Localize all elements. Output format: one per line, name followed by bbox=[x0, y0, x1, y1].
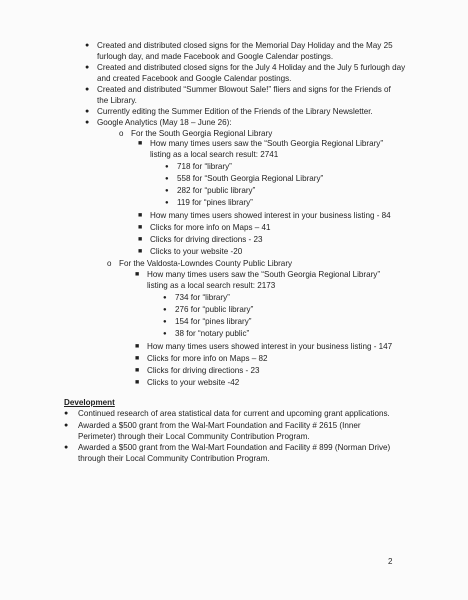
text-line: Awarded a $500 grant from the Wal-Mart Foundation and Facility # 2615 (Inner bbox=[78, 421, 361, 430]
bullet-icon bbox=[165, 186, 169, 196]
text-line: the Library. bbox=[97, 96, 137, 105]
search-term: 718 for “library” bbox=[177, 162, 232, 171]
square-bullet-icon bbox=[138, 223, 142, 233]
square-bullet-icon bbox=[138, 139, 142, 149]
text-line: Currently editing the Summer Edition of the Friends of the Library Newsletter. bbox=[97, 107, 373, 116]
text-line: Continued research of area statistical data for current and upcoming grant applications. bbox=[78, 409, 390, 418]
search-term: 558 for “South Georgia Regional Library” bbox=[177, 174, 324, 183]
text-line: Awarded a $500 grant from the Wal-Mart Foundation and Facility # 899 (Norman Drive) bbox=[78, 443, 391, 452]
search-term: 119 for “pines library” bbox=[177, 198, 253, 207]
bullet-icon bbox=[165, 162, 169, 172]
text-line: Perimeter) through their Local Community Contribution Program. bbox=[78, 432, 310, 441]
bullet-icon bbox=[163, 329, 167, 339]
text-line: Created and distributed “Summer Blowout Sale!” fliers and signs for the Friends of bbox=[97, 85, 391, 94]
subsection-title: For the South Georgia Regional Library bbox=[131, 129, 273, 138]
bullet-icon bbox=[163, 293, 167, 303]
circle-bullet-icon: o bbox=[119, 129, 124, 138]
stat-line: Clicks for more info on Maps – 41 bbox=[150, 223, 271, 232]
search-term: 282 for “public library” bbox=[177, 186, 256, 195]
subsection-title: For the Valdosta-Lowndes County Public Library bbox=[119, 259, 293, 268]
bullet-icon bbox=[85, 85, 89, 95]
text-line: listing as a local search result: 2741 bbox=[150, 150, 279, 159]
bullet-icon bbox=[165, 174, 169, 184]
square-bullet-icon bbox=[135, 354, 139, 364]
search-term: 154 for “pines library” bbox=[175, 317, 252, 326]
text-line: furlough day, and made Facebook and Google Calendar postings. bbox=[97, 52, 334, 61]
page-number: 2 bbox=[388, 557, 393, 566]
text-line: and created Facebook and Google Calendar postings. bbox=[97, 74, 292, 83]
square-bullet-icon bbox=[135, 270, 139, 280]
text-line: How many times users saw the “South Georgia Regional Library” bbox=[150, 139, 384, 148]
stat-line: Clicks to your website -42 bbox=[147, 378, 240, 387]
bullet-icon bbox=[64, 443, 68, 453]
text-line: Google Analytics (May 18 – June 26): bbox=[97, 118, 232, 127]
text-line: Created and distributed closed signs for the Memorial Day Holiday and the May 25 bbox=[97, 41, 393, 50]
stat-line: How many times users showed interest in your business listing - 147 bbox=[147, 342, 393, 351]
stat-line: Clicks for driving directions - 23 bbox=[150, 235, 263, 244]
bullet-icon bbox=[64, 409, 68, 419]
bullet-icon bbox=[85, 107, 89, 117]
stat-line: Clicks for more info on Maps – 82 bbox=[147, 354, 268, 363]
bullet-icon bbox=[85, 118, 89, 128]
square-bullet-icon bbox=[135, 342, 139, 352]
bullet-icon bbox=[64, 421, 68, 431]
circle-bullet-icon: o bbox=[107, 259, 112, 268]
square-bullet-icon bbox=[135, 366, 139, 376]
stat-line: Clicks to your website -20 bbox=[150, 247, 243, 256]
square-bullet-icon bbox=[138, 235, 142, 245]
text-line: Created and distributed closed signs for the July 4 Holiday and the July 5 furlough day bbox=[97, 63, 406, 72]
square-bullet-icon bbox=[135, 378, 139, 388]
bullet-icon bbox=[163, 317, 167, 327]
square-bullet-icon bbox=[138, 211, 142, 221]
bullet-icon bbox=[85, 41, 89, 51]
stat-line: How many times users showed interest in your business listing - 84 bbox=[150, 211, 391, 220]
search-term: 734 for “library” bbox=[175, 293, 230, 302]
bullet-icon bbox=[85, 63, 89, 73]
square-bullet-icon bbox=[138, 247, 142, 257]
text-line: How many times users saw the “South Georgia Regional Library” bbox=[147, 270, 381, 279]
bullet-icon bbox=[163, 305, 167, 315]
text-line: listing as a local search result: 2173 bbox=[147, 281, 276, 290]
search-term: 38 for “notary public” bbox=[175, 329, 250, 338]
bullet-icon bbox=[165, 198, 169, 208]
section-heading: Development bbox=[64, 398, 115, 407]
search-term: 276 for “public library” bbox=[175, 305, 254, 314]
stat-line: Clicks for driving directions - 23 bbox=[147, 366, 260, 375]
text-line: through their Local Community Contribution Program. bbox=[78, 454, 270, 463]
